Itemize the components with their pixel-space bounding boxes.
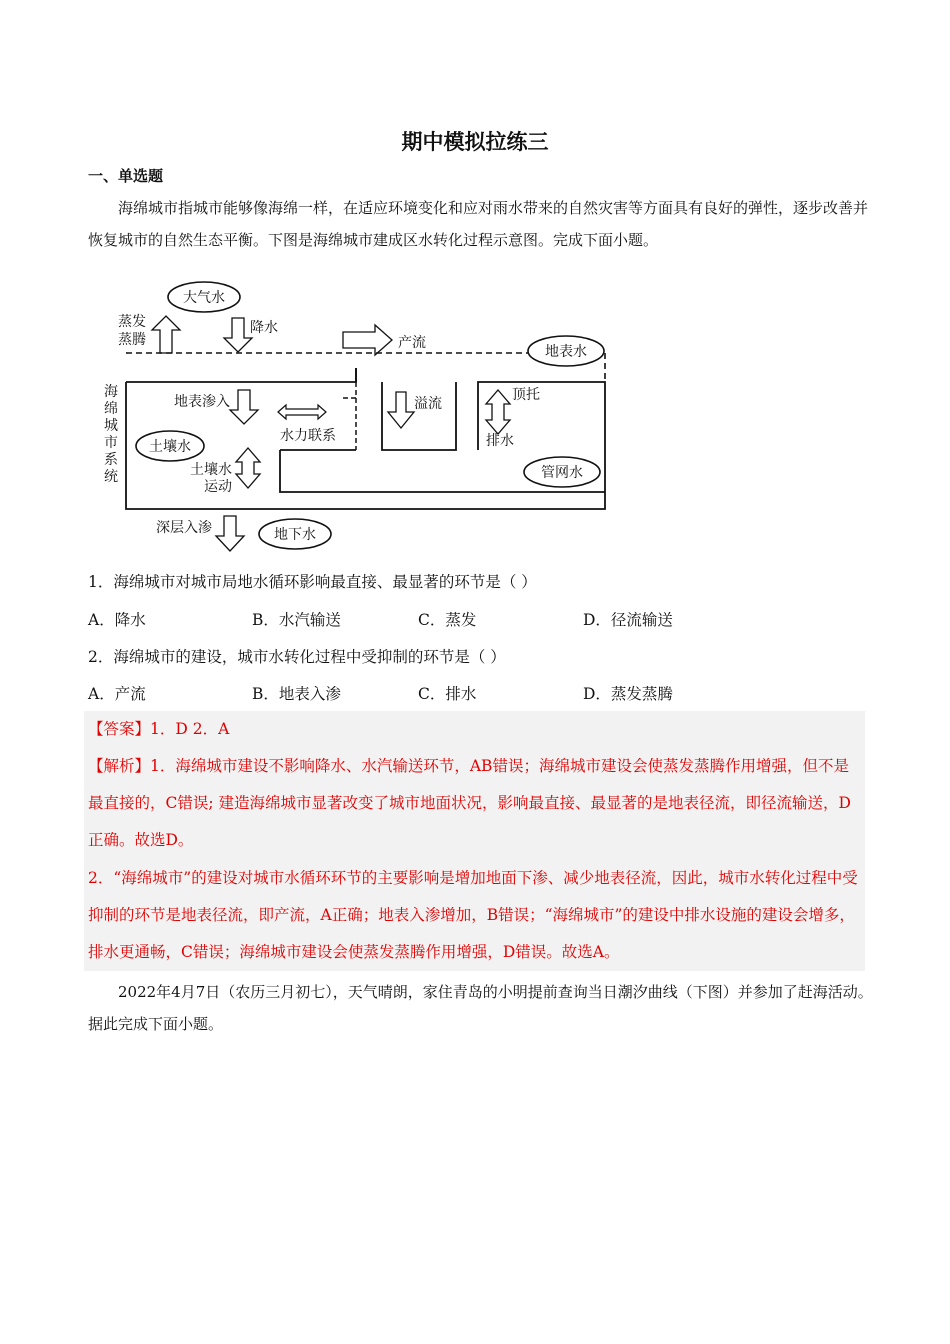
question-2-stem: 2．海绵城市的建设，城市水转化过程中受抑制的环节是（ ） xyxy=(88,648,506,666)
evaporation-label xyxy=(118,313,146,348)
overflow-arrow xyxy=(388,392,414,428)
evaporation-line1: 蒸发 xyxy=(118,314,146,330)
sponge-city-diagram xyxy=(100,278,620,558)
intro2-text: 2022年4月7日（农历三月初七），天气晴朗，家住青岛的小明提前查询当日潮汐曲线（下图）并参加了赶海活动。据此完成下面小题。 xyxy=(88,983,873,1033)
hydraulic-label: 水力联系 xyxy=(280,428,336,444)
infiltration-arrow xyxy=(230,390,258,424)
intro-paragraph xyxy=(88,192,878,256)
evaporation-line2: 蒸腾 xyxy=(118,332,146,348)
hydraulic-dash xyxy=(340,382,356,398)
page-title: 期中模拟拉练三 xyxy=(401,130,549,154)
q1-option-b: B．水汽输送 xyxy=(252,611,341,629)
section-heading: 一、单选题 xyxy=(88,167,164,185)
answer-line: 【答案】1．D 2．A xyxy=(88,720,230,738)
system-top-left xyxy=(126,368,356,382)
jacking-drainage-arrow xyxy=(486,390,510,434)
runoff-label: 产流 xyxy=(398,335,426,351)
deep-infil-arrow xyxy=(216,516,244,551)
hydraulic-arrow xyxy=(278,405,326,419)
question-1-stem: 1．海绵城市对城市局地水循环影响最直接、最显著的环节是（ ） xyxy=(88,573,537,591)
precip-label: 降水 xyxy=(250,320,278,336)
soil-move-arrow xyxy=(236,448,260,488)
soil-move-label: 土壤水运动 xyxy=(190,462,232,495)
analysis-1: 【解析】1．海绵城市建设不影响降水、水汽输送环节，AB错误；海绵城市建设会使蒸发蒸腾作用增强，但不是最直接的，C错误; 建造海绵城市显著改变了城市地面状况，影响最直接、最显著的是地表径流，即径流输送，D正确。故选D。 xyxy=(88,757,851,849)
system-label: 海绵城市系统 xyxy=(104,384,118,485)
soil-water-label: 土壤水 xyxy=(149,439,191,455)
pipe-water-label: 管网水 xyxy=(541,465,583,481)
q2-option-b: B．地表入渗 xyxy=(252,685,341,703)
jacking-label: 顶托 xyxy=(512,387,540,403)
intro-text: 海绵城市指城市能够像海绵一样，在适应环境变化和应对雨水带来的自然灾害等方面具有良好的弹性，逐步改善并恢复城市的自然生态平衡。下图是海绵城市建成区水转化过程示意图。完成下面小题。 xyxy=(88,199,869,249)
infiltration-label: 地表渗入 xyxy=(174,394,230,410)
drainage-label: 排水 xyxy=(486,433,514,449)
atmosphere-label: 大气水 xyxy=(183,290,225,306)
q1-option-a: A．降水 xyxy=(88,611,146,629)
q2-option-d: D．蒸发蒸腾 xyxy=(583,685,673,703)
q1-option-d: D．径流输送 xyxy=(583,611,673,629)
runoff-arrow xyxy=(343,325,392,355)
q2-option-a: A．产流 xyxy=(88,685,146,703)
q1-option-c: C．蒸发 xyxy=(418,611,477,629)
overflow-label: 溢流 xyxy=(414,396,442,412)
groundwater-label: 地下水 xyxy=(274,527,316,543)
evaporation-arrow xyxy=(152,316,180,353)
analysis-2: 2．“海绵城市”的建设对城市水循环环节的主要影响是增加地面下渗、减少地表径流，因此，城市水转化过程中受抑制的环节是地表径流，即产流，A正确；地表入渗增加，B错误；“海绵城市”的建设中排水设施的建设会增多，排水更通畅，C错误；海绵城市建设会使蒸发蒸腾作用增强，D错误。故选A。 xyxy=(88,869,858,961)
intro-paragraph-2 xyxy=(88,976,878,1040)
q2-option-c: C．排水 xyxy=(418,685,477,703)
surface-water-label: 地表水 xyxy=(545,344,587,360)
precip-arrow xyxy=(224,318,252,352)
deep-infil-label: 深层入渗 xyxy=(156,520,212,536)
